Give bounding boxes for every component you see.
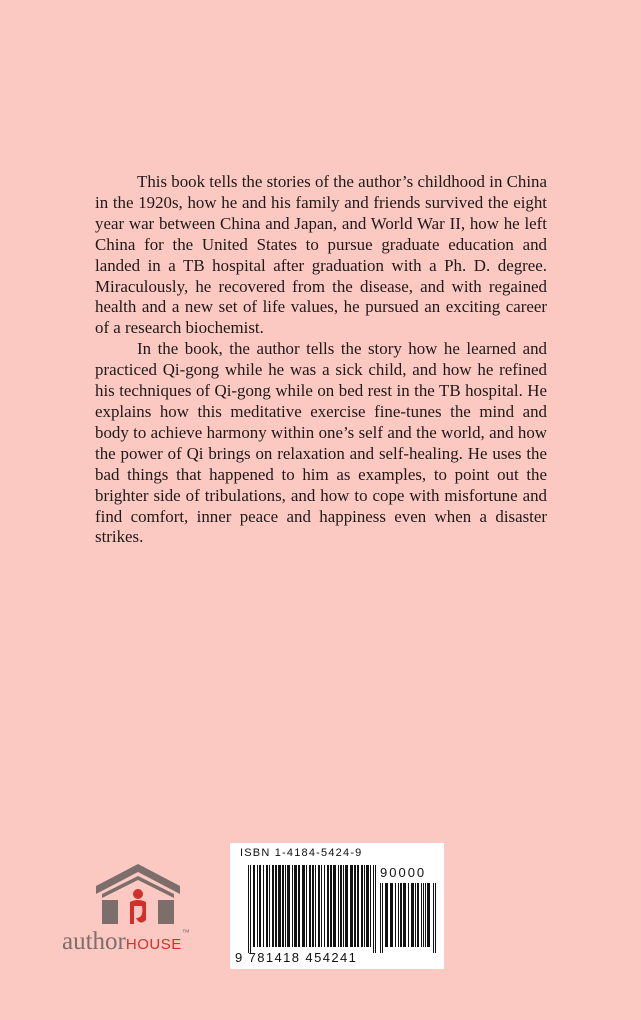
barcode-bar bbox=[403, 883, 406, 947]
barcode-bar bbox=[333, 865, 336, 947]
barcode-bar bbox=[302, 865, 305, 947]
trademark-symbol: ™ bbox=[181, 928, 190, 937]
barcode-bar bbox=[395, 883, 396, 947]
barcode-bar bbox=[275, 865, 277, 947]
barcode-bar bbox=[423, 883, 424, 947]
authorhouse-logo bbox=[62, 860, 222, 960]
barcode-bar bbox=[373, 865, 374, 953]
barcode-bar bbox=[400, 883, 402, 947]
house-emblem-icon bbox=[88, 860, 198, 926]
barcode-bar bbox=[385, 883, 388, 947]
barcode-bar bbox=[370, 865, 371, 947]
barcode-bar bbox=[408, 883, 409, 947]
barcode-bar bbox=[357, 865, 359, 947]
barcode-bar bbox=[257, 865, 258, 947]
barcode-bar bbox=[343, 865, 344, 947]
price-code: 90000 bbox=[380, 865, 427, 880]
publisher-wordmark bbox=[62, 928, 190, 956]
barcode-bar bbox=[364, 865, 365, 947]
barcode-bar bbox=[324, 865, 325, 947]
barcode-bar bbox=[330, 865, 332, 947]
isbn-barcode bbox=[230, 843, 444, 969]
barcode-bar bbox=[345, 865, 348, 947]
barcode-bar bbox=[292, 865, 293, 947]
barcode-bar bbox=[411, 883, 414, 947]
barcode-bar bbox=[417, 883, 419, 947]
barcode-bar bbox=[435, 883, 436, 953]
barcode-bar bbox=[315, 865, 316, 947]
barcode-bar bbox=[282, 865, 284, 947]
barcode-bar bbox=[415, 883, 416, 947]
barcode-bar bbox=[427, 883, 430, 947]
barcode-bar bbox=[287, 865, 290, 947]
barcode-bar bbox=[253, 865, 255, 947]
back-cover-blurb bbox=[95, 172, 547, 548]
barcode-bar bbox=[433, 883, 434, 953]
barcode-bar bbox=[285, 865, 286, 947]
blurb-paragraph-2: In the book, the author tells the story how he learned and practiced Qi-gong while he was a sick child, and how he refined his techniques of Qi-gong while on bed rest in the TB hospital. He explains how this meditative exercise fine-tunes the mind and body to achieve harmony within one’s self and the world, and how the power of Qi brings on relaxation and self-healing. He uses the bad things that happened to him as examples, to point out the brighter side of tribulations, and how to cope with misfortune and find comfort, inner peace and happiness even when a disaster strikes. bbox=[95, 339, 547, 547]
barcode-bar bbox=[259, 865, 261, 947]
barcode-bar bbox=[350, 865, 353, 947]
barcode-bar bbox=[278, 865, 281, 947]
barcode-bar bbox=[269, 865, 270, 947]
barcode-bar bbox=[338, 865, 339, 947]
barcode-bar bbox=[318, 865, 320, 947]
barcode-bar bbox=[398, 883, 399, 947]
barcode-bar bbox=[248, 865, 249, 953]
publisher-name-house: HOUSE bbox=[125, 936, 182, 953]
barcode-bar bbox=[306, 865, 307, 947]
barcode-bar bbox=[309, 865, 311, 947]
barcode-bar bbox=[298, 865, 300, 947]
barcode-bar bbox=[312, 865, 314, 947]
barcode-bar bbox=[340, 865, 342, 947]
barcode-bar bbox=[294, 865, 297, 947]
barcode-bar bbox=[375, 865, 376, 953]
isbn-label: ISBN 1-4184-5424-9 bbox=[240, 847, 363, 859]
barcode-bar bbox=[421, 883, 422, 947]
barcode-bar bbox=[327, 865, 329, 947]
blurb-paragraph-1: This book tells the stories of the author’s childhood in China in the 1920s, how he and his family and friends survived the eight year war between China and Japan, and World War II, how he left China for the United States to pursue graduate education and landed in a TB hospital after graduation with a Ph. D. degree. Miraculously, he recovered from the disease, and with regained health and a new set of life values, he pursued an exciting career of a research biochemist. bbox=[95, 172, 547, 338]
barcode-bar bbox=[272, 865, 274, 947]
barcode-bar bbox=[354, 865, 356, 947]
barcode-bar bbox=[380, 883, 381, 953]
barcode-bar bbox=[263, 865, 264, 947]
barcode-bar bbox=[250, 865, 251, 953]
barcode-bar bbox=[361, 865, 363, 947]
publisher-name-author: author bbox=[62, 928, 126, 955]
barcode-bar bbox=[390, 883, 393, 947]
barcode-bar bbox=[425, 883, 426, 947]
barcode-bar bbox=[266, 865, 268, 947]
barcode-bar bbox=[382, 883, 383, 953]
barcode-bar bbox=[321, 865, 322, 947]
barcode-bar bbox=[366, 865, 369, 947]
ean-number: 9 781418 454241 bbox=[235, 950, 358, 965]
